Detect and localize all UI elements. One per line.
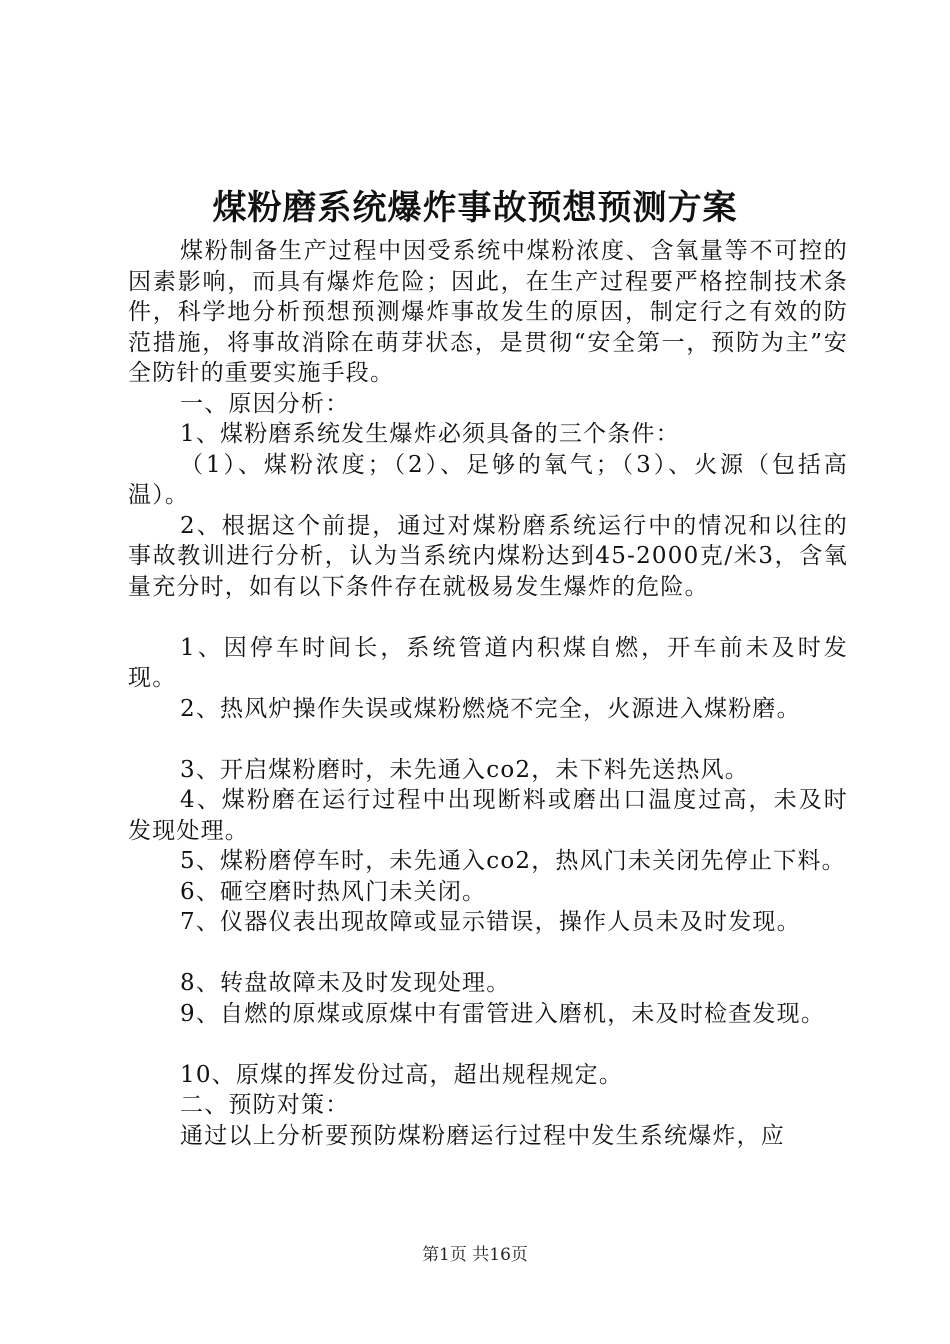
section-heading-causes: 一、原因分析： [180, 390, 350, 417]
cause-item-4: 4、煤粉磨在运行过程中出现断料或磨出口温度过高，未及时发现处理。 [128, 787, 848, 844]
cause-item-5: 5、煤粉磨停车时，未先通入co2，热风门未关闭先停止下料。 [180, 848, 846, 874]
cause-item-2: 2、热风炉操作失误或煤粉燃烧不完全，火源进入煤粉磨。 [180, 695, 801, 722]
cause-item-10: 10、原煤的挥发份过高，超出规程规定。 [180, 1061, 624, 1088]
cause-item-6: 6、砸空磨时热风门未关闭。 [180, 878, 487, 905]
section-heading-prevention: 二、预防对策： [180, 1092, 350, 1118]
cause-item-9: 9、自燃的原煤或原煤中有雷管进入磨机，未及时检查发现。 [180, 1000, 826, 1027]
paragraph-premise: 2、根据这个前提，通过对煤粉磨系统运行中的情况和以往的事故教训进行分析，认为当系统内煤粉达到45-2000克/米3，含氧量充分时，如有以下条件存在就极易发生爆炸的危险。 [128, 512, 848, 600]
cause-item-3: 3、开启煤粉磨时，未先通入co2，未下料先送热风。 [180, 756, 749, 783]
paragraph-conditions-heading: 1、煤粉磨系统发生爆炸必须具备的三个条件： [180, 421, 680, 447]
cause-item-7: 7、仪器仪表出现故障或显示错误，操作人员未及时发现。 [180, 909, 801, 935]
page-number-footer: 第1页 共16页 [422, 1245, 528, 1265]
prevention-intro: 通过以上分析要预防煤粉磨运行过程中发生系统爆炸，应 [180, 1122, 785, 1149]
document-title: 煤粉磨系统爆炸事故预想预测方案 [212, 188, 738, 228]
intro-paragraph: 煤粉制备生产过程中因受系统中煤粉浓度、含氧量等不可控的因素影响，而具有爆炸危险；因此，在生产过程要严格控制技术条件，科学地分析预想预测爆炸事故发生的原因，制定行之有效的防范措施，将事故消除在萌芽状态，是贯彻“安全第一，预防为主”安全防针的重要实施手段。 [128, 238, 848, 386]
cause-item-8: 8、转盘故障未及时发现处理。 [180, 970, 511, 996]
paragraph-conditions-list: （1）、煤粉浓度；（2）、足够的氧气；（3）、火源（包括高温）。 [128, 451, 848, 508]
document-body [128, 236, 848, 1151]
cause-item-1: 1、因停车时间长，系统管道内积煤自燃，开车前未及时发现。 [128, 634, 848, 691]
